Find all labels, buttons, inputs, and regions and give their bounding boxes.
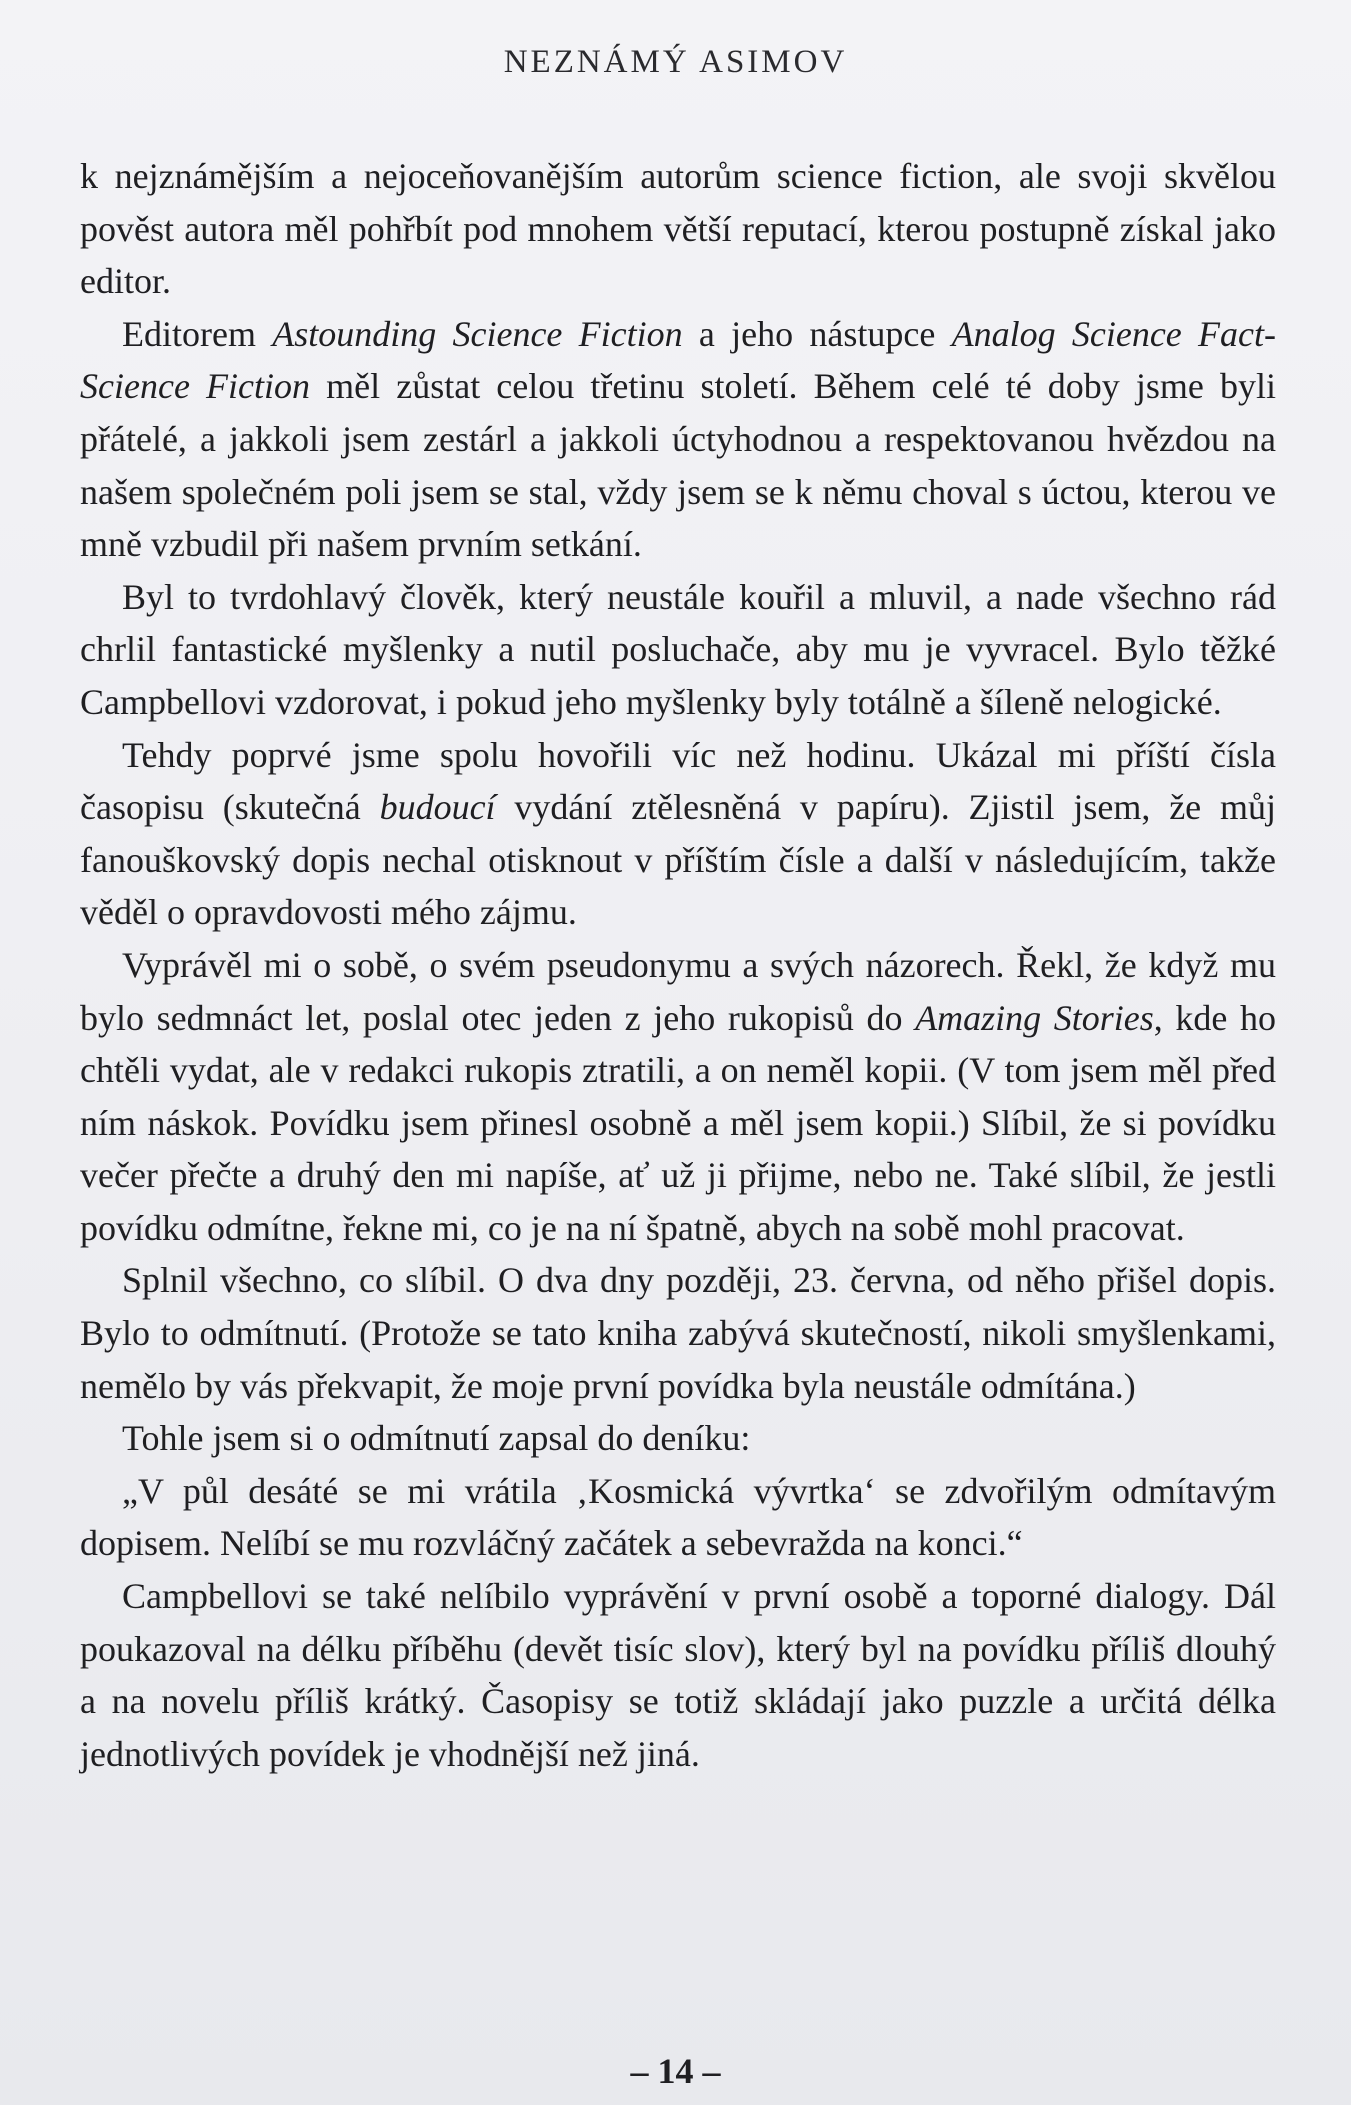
- italic-title: Astounding Science Fiction: [272, 313, 683, 354]
- paragraph: [80, 308, 1276, 571]
- page-number: – 14 –: [630, 2051, 721, 2091]
- text-run: Splnil všechno, co slíbil. O dva dny později, 23. června, od něho přišel dopis. Bylo to odmítnutí. (Protože se tato kniha zabývá skutečností, nikoli smyšlenkami, nemělo by vás překvapit, že moje první povídka byla neustále odmítána.): [80, 1260, 1276, 1406]
- text-run: Editorem: [122, 313, 273, 354]
- running-head: NEZNÁMÝ ASIMOV: [503, 44, 848, 80]
- text-run: „V půl desáté se mi vrátila ‚Kosmická vývrtka‘ se zdvořilým odmítavým dopisem. Nelíbí se mu rozvláčný začátek a sebevražda na konci.“: [80, 1470, 1276, 1564]
- paragraph: [80, 150, 1276, 308]
- italic-title: Analog Science Fact-Science Fiction: [80, 313, 1276, 407]
- text-run: k nejznámějším a nejoceňovanějším autorům science fiction, ale svoji skvělou pověst autora měl pohřbít pod mnohem větší reputací, kterou postupně získal jako editor.: [80, 156, 1276, 302]
- paragraph: [80, 939, 1276, 1255]
- text-run: měl zůstat celou třetinu století. Během celé té doby jsme byli přátelé, a jakkoli jsem zestárl a jakkoli úctyhodnou a respektovanou hvězdou na našem společném poli jsem se stal, vždy jsem se k němu choval s úctou, kterou ve mně vzbudil při našem prvním setkání.: [80, 366, 1277, 565]
- paragraph: [80, 1412, 1276, 1465]
- text-run: Tohle jsem si o odmítnutí zapsal do deníku:: [122, 1418, 751, 1459]
- text-run: Vyprávěl mi o sobě, o svém pseudonymu a svých názorech. Řekl, že když mu bylo sedmnáct let, poslal otec jeden z jeho rukopisů do: [80, 944, 1276, 1038]
- paragraph: [80, 1254, 1276, 1412]
- text-run: a jeho nástupce: [682, 313, 952, 354]
- text-run: Campbellovi se také nelíbilo vyprávění v první osobě a toporné dialogy. Dál poukazoval na délku příběhu (devět tisíc slov), který byl na povídku příliš dlouhý a na novelu příliš krátký. Časopisy se totiž skládají jako puzzle a určitá délka jednotlivých povídek je vhodnější než jiná.: [80, 1576, 1276, 1774]
- text-run: , kde ho chtěli vydat, ale v redakci rukopis ztratili, a on neměl kopii. (V tom jsem měl před ním náskok. Povídku jsem přinesl osobně a měl jsem kopii.) Slíbil, že si povídku večer přečte a druhý den mi napíše, ať už ji přijme, nebo ne. Také slíbil, že jestli povídku odmítne, řekne mi, co je na ní špatně, abych na sobě mohl pracovat.: [80, 997, 1276, 1248]
- paragraph: [80, 729, 1276, 939]
- text-run: Tehdy poprvé jsme spolu hovořili víc než hodinu. Ukázal mi příští čísla časopisu (skutečná: [80, 734, 1276, 828]
- italic-title: Amazing Stories: [915, 997, 1154, 1038]
- paragraph: [80, 571, 1276, 729]
- text-run: vydání ztělesněná v papíru). Zjistil jsem, že můj fanouškovský dopis nechal otisknout v příštím čísle a další v následujícím, takže věděl o opravdovosti mého zájmu.: [80, 787, 1276, 933]
- paragraph: [80, 1465, 1276, 1570]
- body-text: [80, 150, 1276, 1780]
- paragraph: [80, 1570, 1276, 1780]
- text-run: Byl to tvrdohlavý člověk, který neustále kouřil a mluvil, a nade všechno rád chrlil fantastické myšlenky a nutil posluchače, aby mu je vyvracel. Bylo těžké Campbellovi vzdorovat, i pokud jeho myšlenky byly totálně a šíleně nelogické.: [80, 576, 1276, 722]
- italic-title: budoucí: [379, 787, 496, 828]
